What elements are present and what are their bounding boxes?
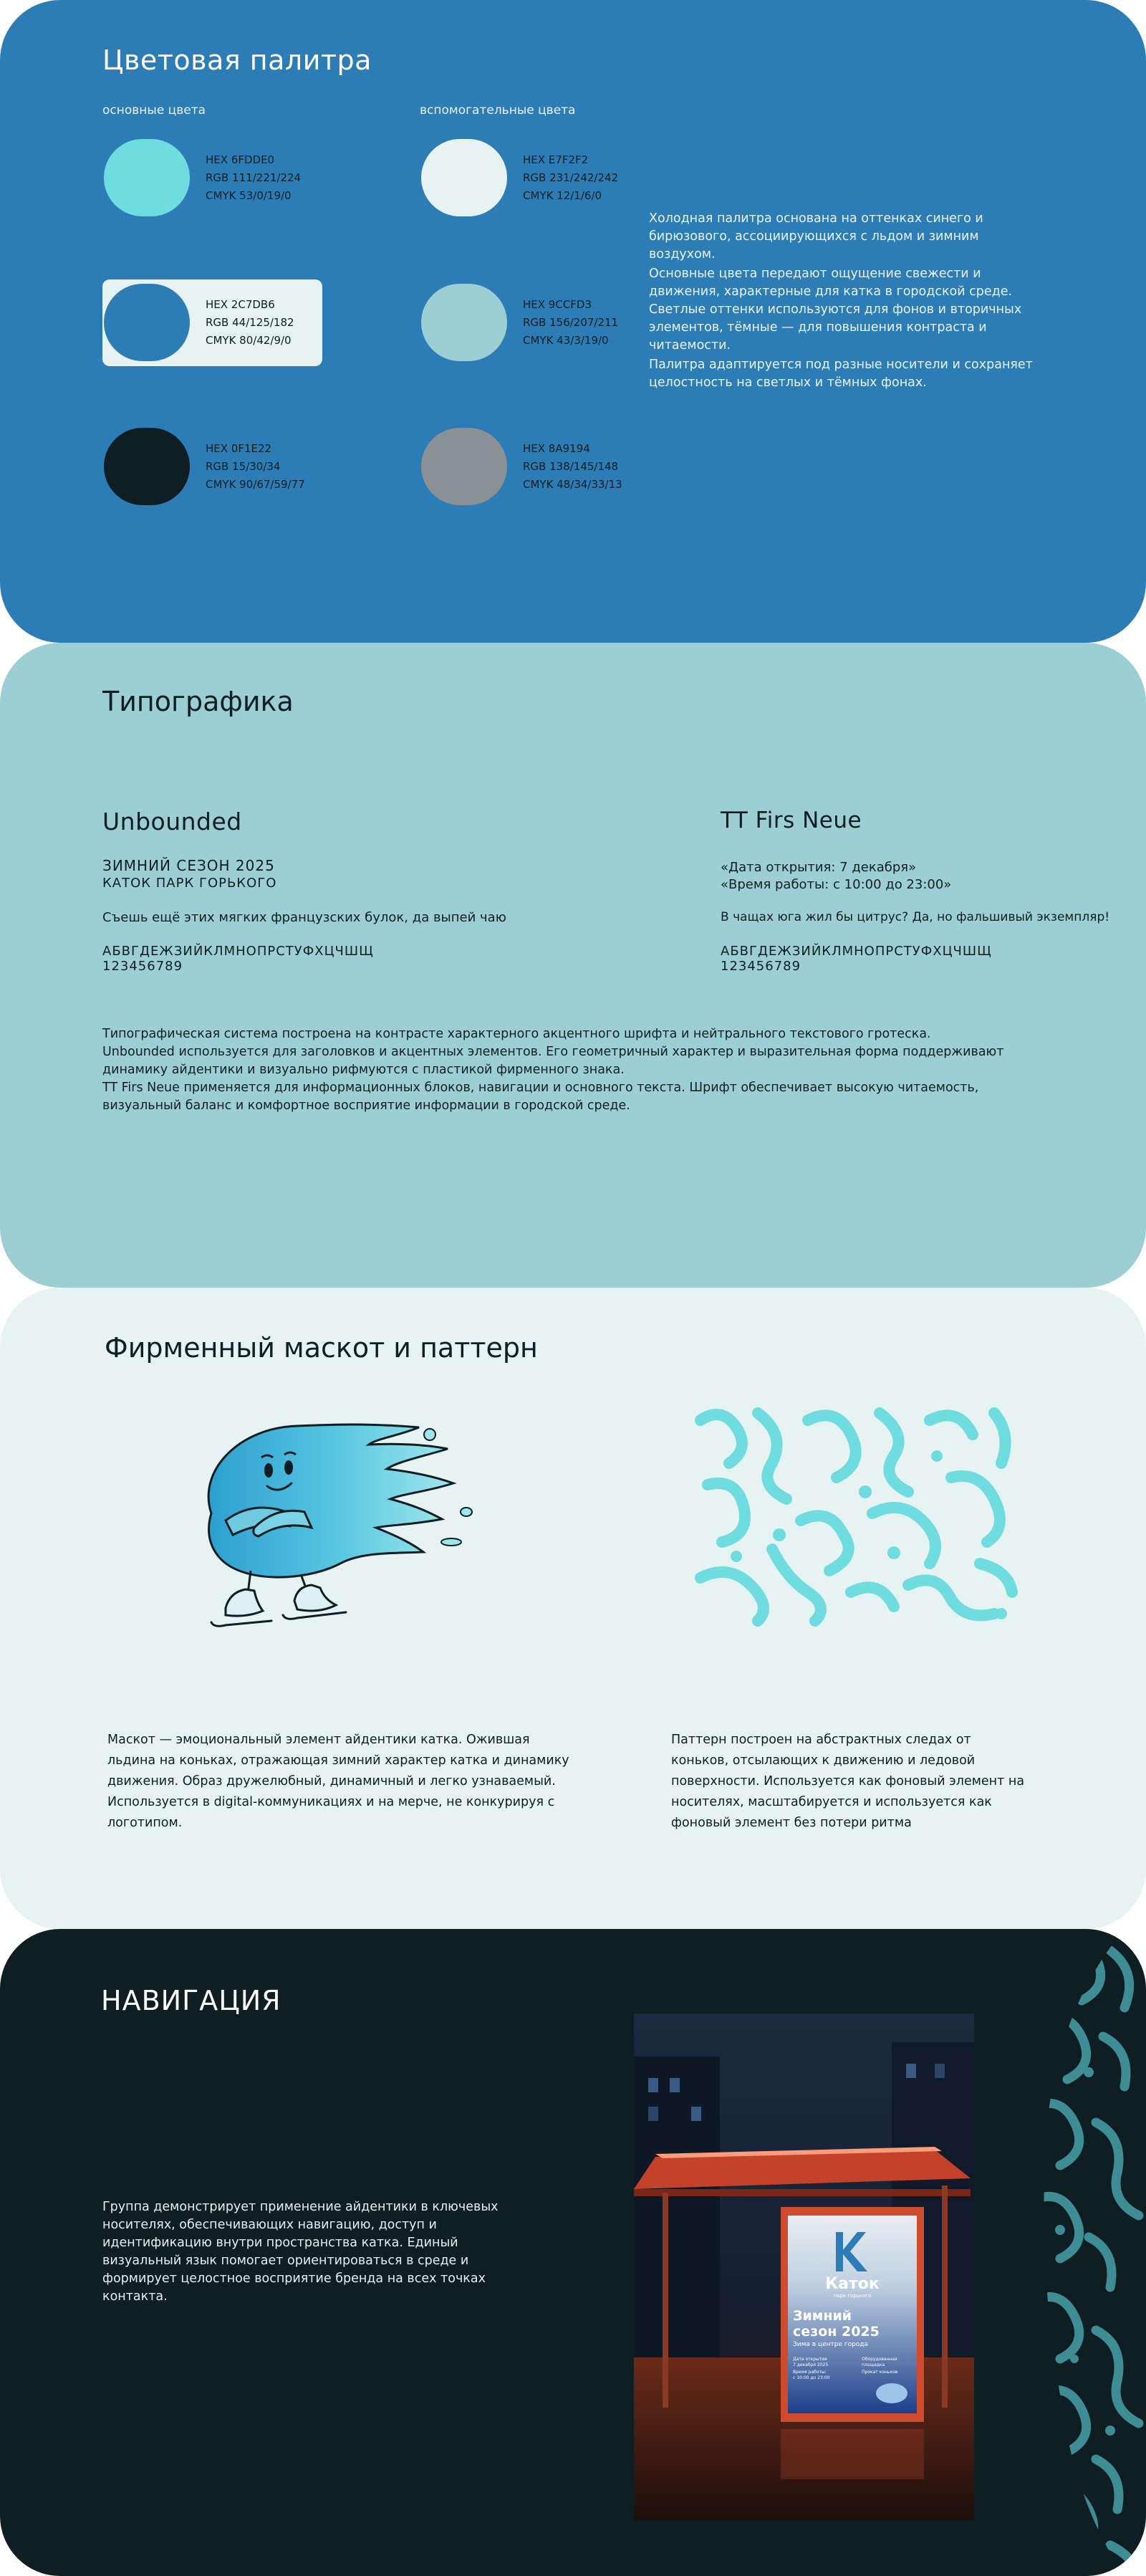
font1-sample: Съешь ещё этих мягких французских булок, да выпей чаю bbox=[102, 910, 506, 925]
bus-stop-poster-photo bbox=[634, 2014, 974, 2520]
cmyk-value: CMYK 48/34/33/13 bbox=[523, 477, 622, 491]
typography-section bbox=[0, 643, 1146, 1288]
swatch-primary-1 bbox=[104, 139, 301, 216]
mascot-desc-line: движения. Образ дружелюбный, динамичный и легко узнаваемый. bbox=[107, 1774, 556, 1789]
poster-info-4: с 10:00 до 23:00 bbox=[793, 2375, 830, 2380]
palette-desc-3: Палитра адаптируется под разные носители и сохраняет целостность на светлых и тёмных фонах. bbox=[649, 358, 1033, 390]
font1-alphabet: АБВГДЕЖЗИЙКЛМНОПРСТУФХЦЧШЩ bbox=[102, 944, 374, 959]
swatch-primary-3 bbox=[104, 428, 305, 505]
palette-title: Цветовая палитра bbox=[102, 44, 372, 76]
font2-sample: В чащах юга жил бы цитрус? Да, но фальшивый экземпляр! bbox=[721, 910, 1110, 924]
navigation-section bbox=[0, 1929, 1146, 2576]
poster-info-right-1: Оборудованная bbox=[862, 2357, 897, 2362]
poster-brand: Каток bbox=[825, 2275, 880, 2293]
mascot-title: Фирменный маскот и паттерн bbox=[105, 1332, 538, 1364]
cmyk-value: CMYK 80/42/9/0 bbox=[206, 333, 292, 347]
secondary-colors-label: вспомогательные цвета bbox=[420, 103, 576, 118]
font1-digits: 123456789 bbox=[102, 959, 183, 974]
poster-headline-1: Зимний bbox=[793, 2308, 852, 2324]
rgb-value: RGB 156/207/211 bbox=[523, 315, 619, 329]
mascot-desc-line: логотипом. bbox=[107, 1816, 183, 1830]
cmyk-value: CMYK 53/0/19/0 bbox=[206, 188, 292, 202]
mascot-desc-line: Маскот — эмоциональный элемент айдентики катка. Ожившая bbox=[107, 1733, 530, 1747]
poster-info-1: Дата открытия bbox=[793, 2357, 827, 2362]
swatch-secondary-2 bbox=[421, 284, 618, 361]
palette-section bbox=[0, 0, 1146, 643]
rgb-value: RGB 231/242/242 bbox=[523, 171, 619, 184]
mascot-description bbox=[107, 1730, 569, 1834]
hex-value: HEX 0F1E22 bbox=[206, 441, 272, 455]
swatch-secondary-3 bbox=[421, 428, 622, 505]
poster-info-2: 7 декабря 2025 bbox=[793, 2362, 829, 2367]
color-circle bbox=[104, 284, 190, 361]
color-circle bbox=[421, 139, 507, 216]
pattern-description bbox=[671, 1730, 1024, 1834]
poster-headline-2: сезон 2025 bbox=[793, 2324, 880, 2340]
hex-value: HEX 2C7DB6 bbox=[206, 297, 275, 311]
rgb-value: RGB 138/145/148 bbox=[523, 459, 619, 473]
color-circle bbox=[421, 428, 507, 505]
color-circle bbox=[421, 284, 507, 361]
typography-description bbox=[102, 1025, 1034, 1115]
hex-value: HEX 6FDDE0 bbox=[206, 153, 275, 166]
navigation-description: Группа демонстрирует применение айдентики в ключевых носителях, обеспечивающих навигацию, доступ и идентификацию внутри пространства катка. Единый визуальный язык помогает ориентироваться в среде и формирует целостное восприятие бренда на всех точках контакта. bbox=[102, 2200, 499, 2304]
rgb-value: RGB 15/30/34 bbox=[206, 459, 281, 473]
typography-desc-3: TT Firs Neue применяется для информационных блоков, навигации и основного текста. Шрифт обеспечивает высокую читаемость, визуальный баланс и комфортное восприятие информации в городской среде. bbox=[102, 1081, 979, 1113]
pattern-desc-line: Паттерн построен на абстрактных следах от bbox=[671, 1733, 971, 1747]
font1-line2: КАТОК ПАРК ГОРЬКОГО bbox=[102, 876, 277, 891]
rgb-value: RGB 111/221/224 bbox=[206, 171, 302, 184]
poster-brand-sub: парк горького bbox=[833, 2293, 872, 2299]
poster-info-right-2: площадка bbox=[862, 2362, 885, 2367]
palette-description bbox=[649, 210, 1036, 393]
poster-info-3: Время работы: bbox=[793, 2370, 827, 2375]
edge-pattern-decoration bbox=[1017, 1929, 1146, 2576]
palette-desc-2: Основные цвета передают ощущение свежести и движения, характерные для катка в городской среде. Светлые оттенки используются для фонов и вторичных элементов, тёмные — для повышения контраста и читаемости. bbox=[649, 267, 1022, 353]
palette-desc-1: Холодная палитра основана на оттенках синего и бирюзового, ассоциирующихся с льдом и зимним воздухом. bbox=[649, 211, 983, 262]
mascot-section bbox=[0, 1288, 1146, 1929]
hex-value: HEX 8A9194 bbox=[523, 441, 590, 455]
font2-line2: «Время работы: с 10:00 до 23:00» bbox=[721, 877, 952, 892]
font2-alphabet: АБВГДЕЖЗИЙКЛМНОПРСТУФХЦЧШЩ bbox=[721, 944, 992, 959]
primary-colors-label: основные цвета bbox=[102, 103, 206, 118]
swatch-primary-2 bbox=[104, 284, 294, 361]
poster-info-right-3: Прокат коньков bbox=[862, 2370, 898, 2375]
font2-name: TT Firs Neue bbox=[721, 808, 862, 833]
rgb-value: RGB 44/125/182 bbox=[206, 315, 294, 329]
pattern-illustration bbox=[693, 1406, 1019, 1628]
cmyk-value: CMYK 43/3/19/0 bbox=[523, 333, 609, 347]
typography-desc-1: Типографическая система построена на контрасте характерного акцентного шрифта и нейтрального текстового гротеска. bbox=[102, 1027, 931, 1041]
hex-value: HEX E7F2F2 bbox=[523, 153, 589, 166]
color-circle bbox=[104, 139, 190, 216]
mascot-illustration bbox=[183, 1420, 491, 1649]
typography-desc-2: Unbounded используется для заголовков и акцентных элементов. Его геометричный характер и выразительная форма поддерживают динамику айдентики и визуально рифмуются с пластикой фирменного знака. bbox=[102, 1045, 1004, 1077]
hex-value: HEX 9CCFD3 bbox=[523, 297, 592, 311]
pattern-desc-line: носителях, масштабируется и используется как bbox=[671, 1795, 992, 1809]
mascot-desc-line: льдина на коньках, отражающая зимний характер катка и динамику bbox=[107, 1753, 569, 1768]
typography-title: Типографика bbox=[102, 686, 294, 717]
swatch-secondary-1 bbox=[421, 139, 618, 216]
color-circle bbox=[104, 428, 190, 505]
font1-line1: ЗИМНИЙ СЕЗОН 2025 bbox=[102, 857, 275, 874]
mascot-desc-line: Используется в digital-коммуникациях и на мерче, не конкурируя с bbox=[107, 1795, 555, 1809]
font1-name: Unbounded bbox=[102, 808, 242, 835]
pattern-desc-line: поверхности. Используется как фоновый элемент на bbox=[671, 1774, 1025, 1789]
pattern-desc-line: коньков, отсылающих к движению и ледовой bbox=[671, 1753, 976, 1768]
poster-subline: Зима в центре города bbox=[793, 2341, 869, 2348]
font2-line1: «Дата открытия: 7 декабря» bbox=[721, 860, 917, 875]
font2-digits: 123456789 bbox=[721, 959, 801, 974]
pattern-desc-line: фоновый элемент без потери ритма bbox=[671, 1816, 912, 1830]
navigation-title: НАВИГАЦИЯ bbox=[101, 1985, 281, 2016]
cmyk-value: CMYK 12/1/6/0 bbox=[523, 188, 602, 202]
cmyk-value: CMYK 90/67/59/77 bbox=[206, 477, 305, 491]
